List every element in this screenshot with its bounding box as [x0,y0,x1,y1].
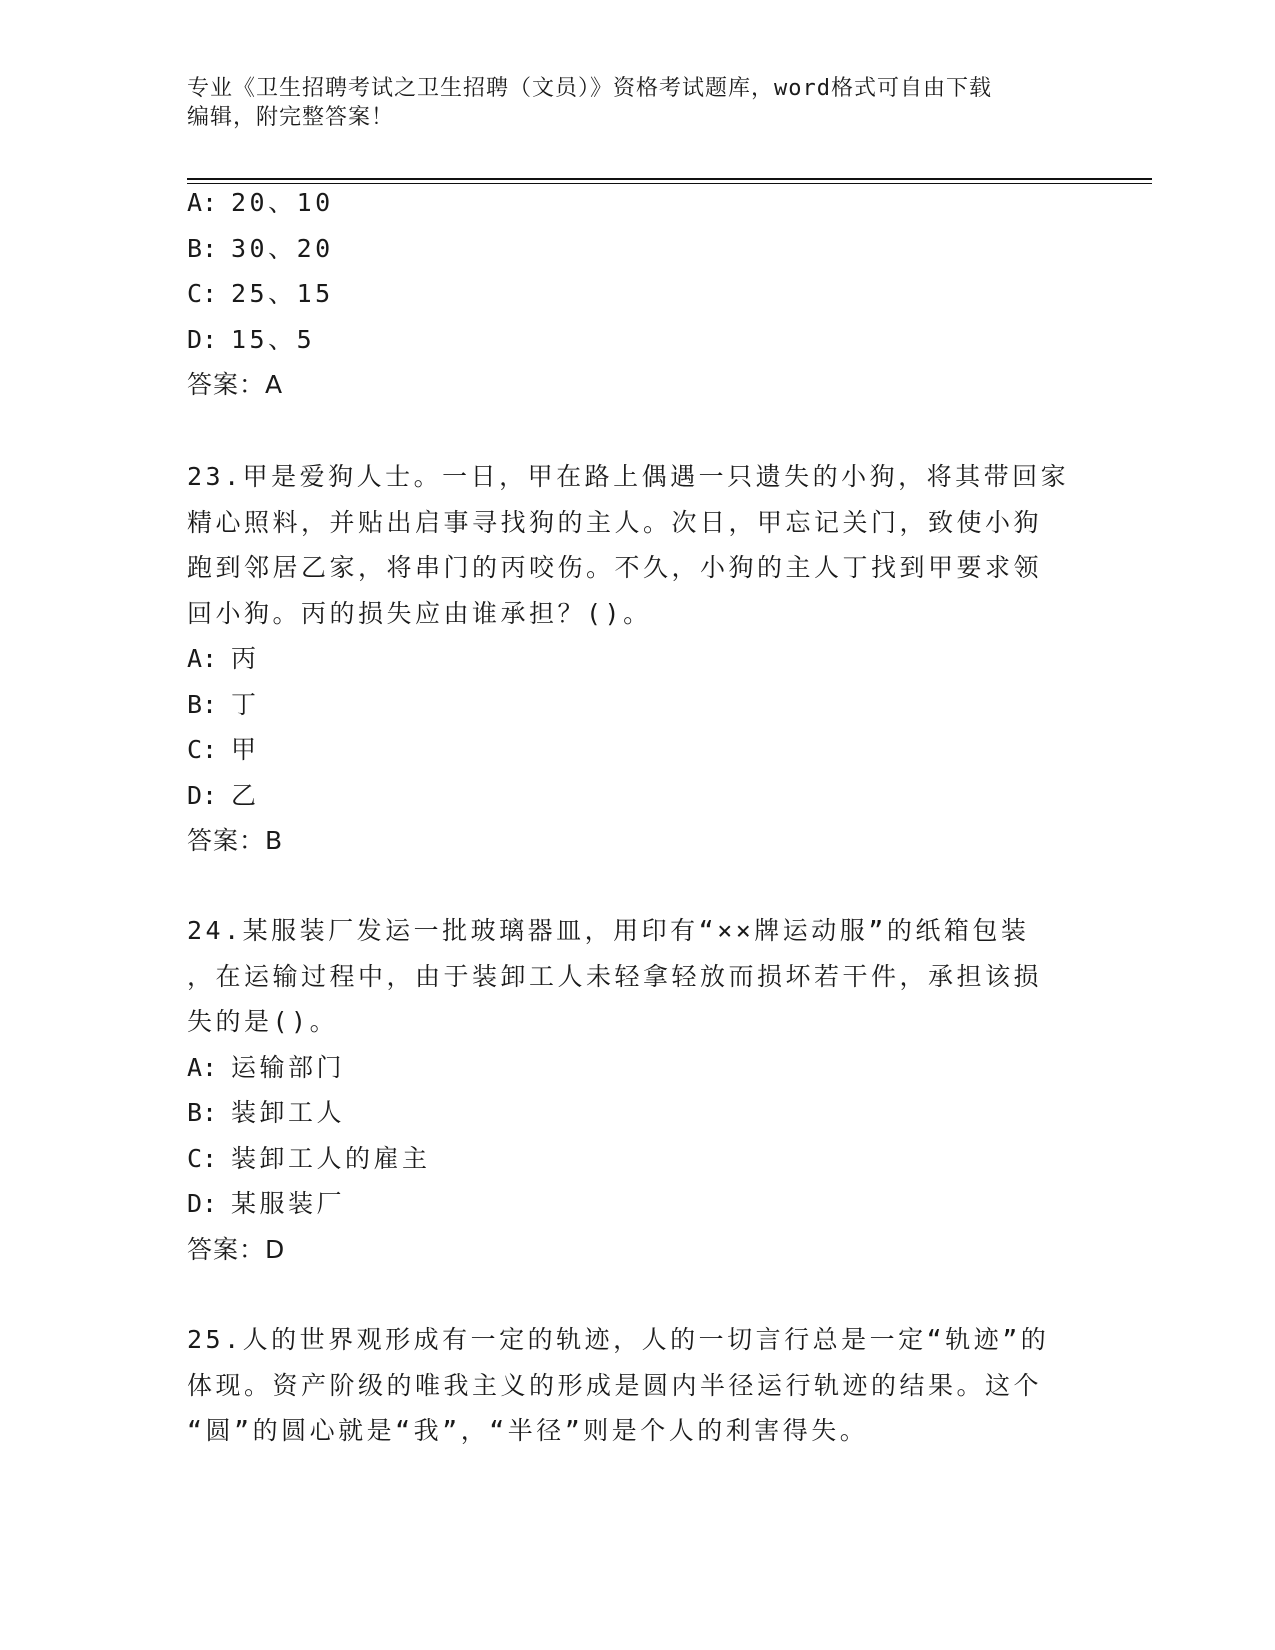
option-d: D: 15、5 [187,324,316,354]
option-d: D: 某服装厂 [187,1189,346,1218]
option-b: B: 装卸工人 [187,1098,346,1127]
question-text-line: “圆”的圆心就是“我”，“半径”则是个人的利害得失。 [187,1416,869,1445]
question-25 [187,1317,1087,1454]
header-line-1: 专业《卫生招聘考试之卫生招聘（文员）》资格考试题库，word格式可自由下载 [187,76,992,101]
question-24 [187,908,1087,1272]
option-d: D: 乙 [187,780,260,810]
option-c: C: 25、15 [187,279,334,308]
option-c: C: 甲 [187,735,260,764]
question-text-line: 回小狗。丙的损失应由谁承担？()。 [187,598,652,628]
question-23 [187,454,1087,864]
question-text-line: ，在运输过程中，由于装卸工人未轻拿轻放而损坏若干件，承担该损 [187,961,1043,991]
answer-line: 答案：A [187,370,284,399]
question-22 [187,180,1087,408]
option-a: A: 20、10 [187,188,334,217]
header-line-2: 编辑，附完整答案！ [187,105,395,130]
document-header [187,74,1087,132]
question-text-line: 失的是()。 [187,1007,339,1036]
question-text-line: 24.某服装厂发运一批玻璃器皿，用印有“××牌运动服”的纸箱包装 [187,916,1030,945]
question-text-line: 23.甲是爱狗人士。一日，甲在路上偶遇一只遗失的小狗，将其带回家 [187,462,1070,491]
option-a: A: 运输部门 [187,1052,346,1082]
answer-line: 答案：D [187,1234,286,1264]
answer-line: 答案：B [187,826,284,855]
option-a: A: 丙 [187,644,260,673]
question-text-line: 25.人的世界观形成有一定的轨迹，人的一切言行总是一定“轨迹”的 [187,1325,1050,1354]
question-text-line: 跑到邻居乙家，将串门的丙咬伤。不久，小狗的主人丁找到甲要求领 [187,553,1043,582]
option-b: B: 30、20 [187,233,334,263]
question-text-line: 精心照料，并贴出启事寻找狗的主人。次日，甲忘记关门，致使小狗 [187,507,1043,537]
option-b: B: 丁 [187,689,260,719]
question-text-line: 体现。资产阶级的唯我主义的形成是圆内半径运行轨迹的结果。这个 [187,1370,1043,1400]
option-c: C: 装卸工人的雇主 [187,1143,431,1173]
